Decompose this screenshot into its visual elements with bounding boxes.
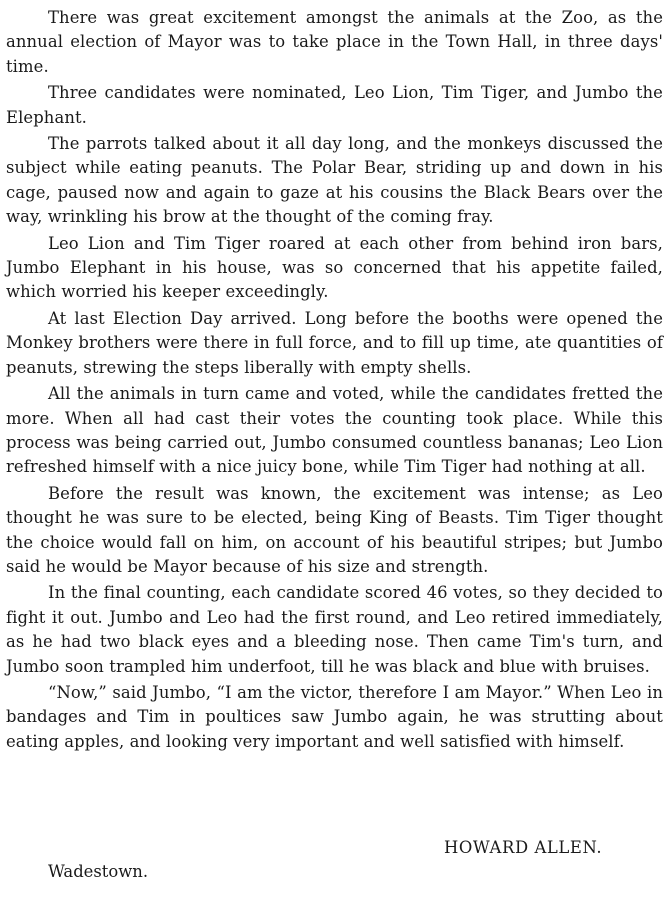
paragraph-1: There was great excitement amongst the animals at the Zoo, as the annual election of Mayor was to take place in the Town Hall, in three days' time. — [6, 8, 663, 76]
paragraph-9: “Now,” said Jumbo, “I am the victor, therefore I am Mayor.” When Leo in bandages and Tim in poultices saw Jumbo again, he was strutting about eating apples, and looking very important and well satisfied with himself. — [6, 682, 663, 751]
paragraph-5: At last Election Day arrived. Long before the booths were opened the Monkey brothers were there in full force, and to fill up time, ate quantities of peanuts, strewing the steps liberally with empty shells. — [6, 308, 663, 377]
paragraph-3: The parrots talked about it all day long, and the monkeys discussed the subject while eating peanuts. The Polar Bear, striding up and down in his cage, paused now and again to gaze at his cousins the Black Bears over the way, wrinkling his brow at the thought of the coming fray. — [6, 134, 663, 227]
paragraph-7: Before the result was known, the excitement was intense; as Leo thought he was sure to be elected, being King of Beasts. Tim Tiger thought the choice would fall on him, on account of his beautiful stripes; but Jumbo said he would be Mayor because of his size and strength. — [6, 483, 663, 576]
paragraph-6: All the animals in turn came and voted, while the candidates fretted the more. When all had cast their votes the counting took place. While this process was being carried out, Jumbo consumed countless bananas; Leo Lion refreshed himself with a nice juicy bone, while Tim Tiger had nothing at all. — [6, 384, 663, 477]
paragraph-4: Leo Lion and Tim Tiger roared at each other from behind iron bars, Jumbo Elephant in his house, was so concerned that his appetite failed, which worried his keeper exceedingly. — [6, 233, 663, 302]
author-signature: HOWARD ALLEN. — [444, 838, 603, 857]
paragraph-8: In the final counting, each candidate scored 46 votes, so they decided to fight it out. Jumbo and Leo had the first round, and Leo retired immediately, as he had two black eyes and a bleeding nose. Then came Tim's turn, and Jumbo soon trampled him underfoot, till he was black and blue with bruises. — [6, 583, 663, 676]
author-location: Wadestown. — [48, 862, 149, 881]
paragraph-2: Three candidates were nominated, Leo Lion, Tim Tiger, and Jumbo the Elephant. — [6, 83, 663, 127]
